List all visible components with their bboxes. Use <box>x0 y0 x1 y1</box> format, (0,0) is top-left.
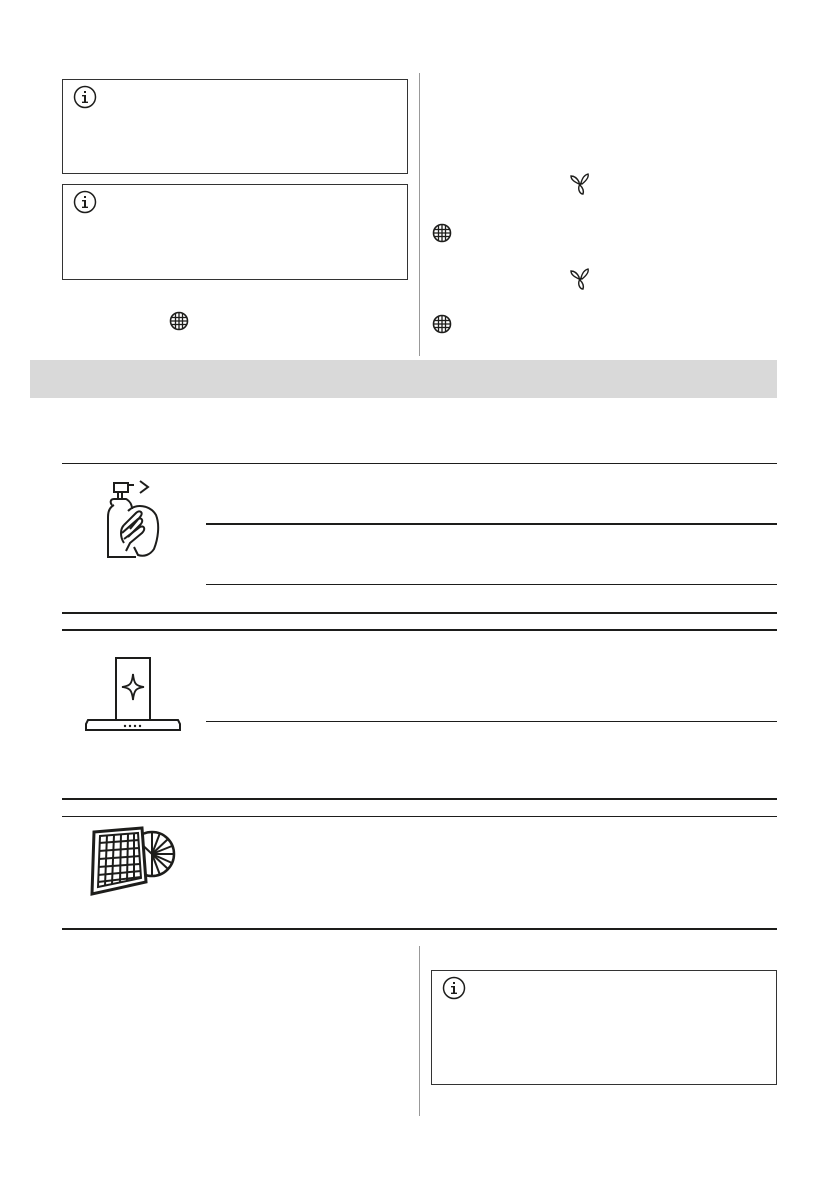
grease-filter-icon <box>432 223 452 243</box>
info-note-2 <box>62 184 408 280</box>
row2-top-rule <box>62 629 777 631</box>
table-top-rule <box>62 463 777 464</box>
fan-icon <box>569 267 591 291</box>
column-divider-top <box>419 73 420 356</box>
clean-hood-icon <box>84 656 182 734</box>
info-note-1 <box>62 79 408 174</box>
info-icon <box>73 85 97 109</box>
charcoal-filter-icon <box>80 824 180 902</box>
fan-icon <box>569 172 591 196</box>
info-icon <box>442 976 466 1000</box>
section-heading-band <box>30 360 777 398</box>
row3-top-rule <box>62 816 777 817</box>
row1-bottom-rule <box>62 612 777 614</box>
table-bottom-rule <box>62 928 777 930</box>
grease-filter-icon <box>432 314 452 334</box>
column-divider-bottom <box>419 946 420 1116</box>
info-note-3 <box>431 970 777 1085</box>
spray-and-cloth-icon <box>100 477 170 561</box>
row2-inner-rule <box>206 721 777 722</box>
row2-bottom-rule <box>62 798 777 800</box>
info-icon <box>73 190 97 214</box>
grease-filter-icon <box>169 311 189 331</box>
row1-inner-rule <box>206 523 777 525</box>
row1-inner-rule-2 <box>206 584 777 585</box>
